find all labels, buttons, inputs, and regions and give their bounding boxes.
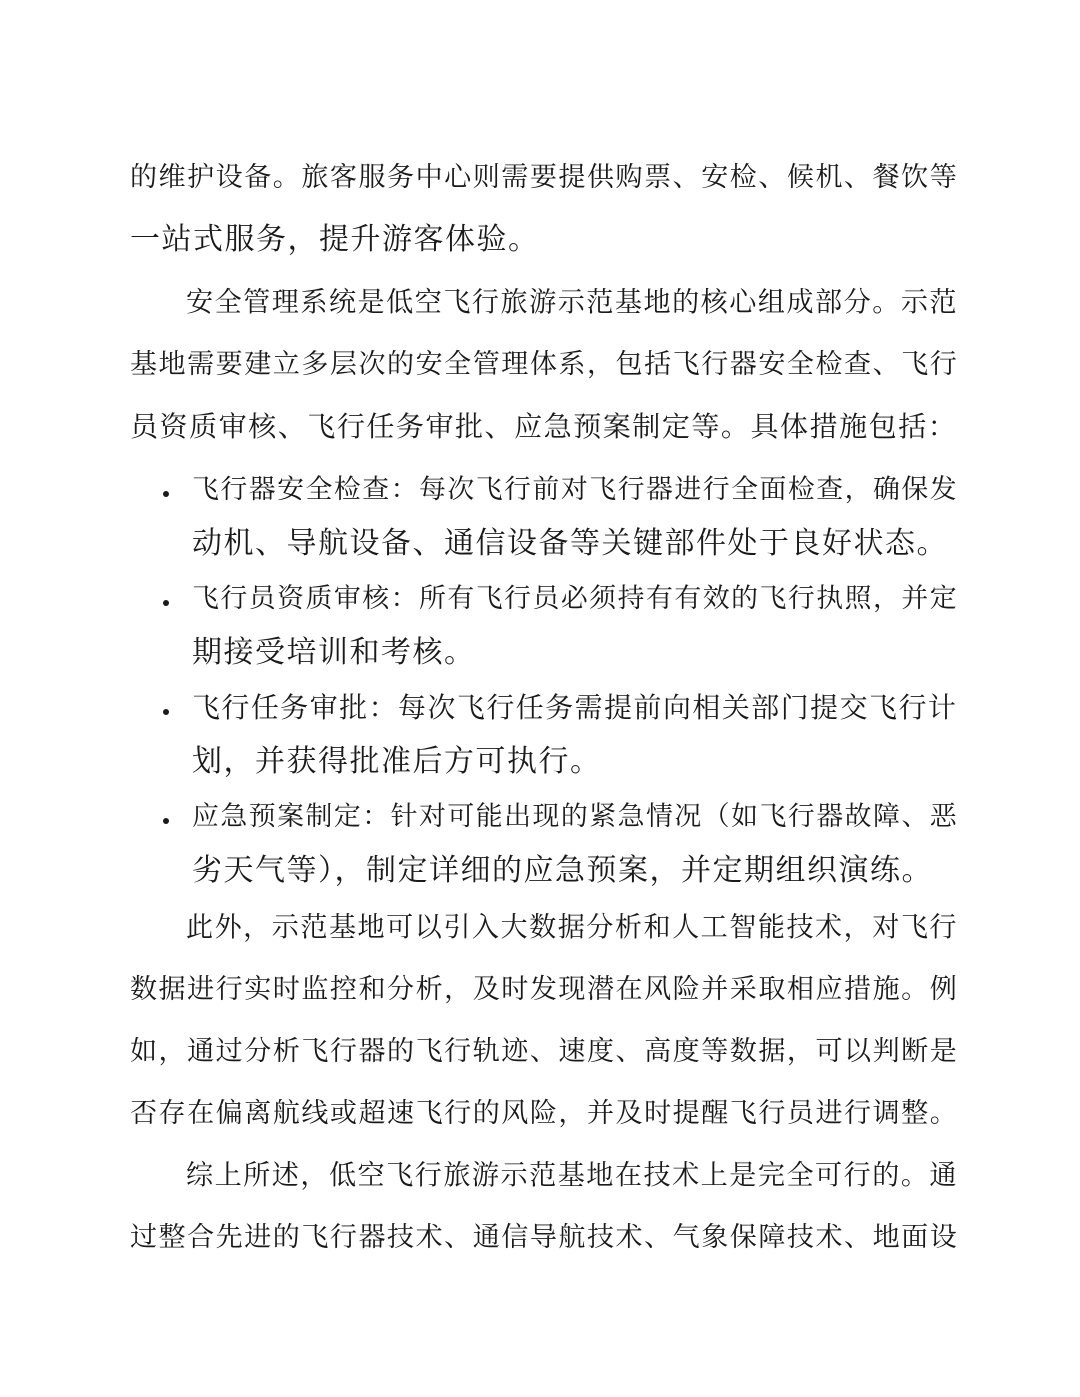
bullet-dot-4 bbox=[163, 818, 169, 824]
p2-line-3: 员资质审核、飞行任务审批、应急预案制定等。具体措施包括： bbox=[130, 410, 958, 443]
bullet-1-line-1: 飞行器安全检查：每次飞行前对飞行器进行全面检查，确保发 bbox=[192, 474, 959, 505]
p1-line-2: 一站式服务，提升游客体验。 bbox=[130, 222, 540, 257]
p3-line-4: 否存在偏离航线或超速飞行的风险，并及时提醒飞行员进行调整。 bbox=[130, 1098, 959, 1129]
p3-line-1: 此外，示范基地可以引入大数据分析和人工智能技术，对飞行 bbox=[186, 912, 959, 943]
p2-line-2: 基地需要建立多层次的安全管理体系，包括飞行器安全检查、飞行 bbox=[130, 349, 959, 380]
bullet-3-line-2: 划，并获得批准后方可执行。 bbox=[192, 744, 602, 779]
p2-line-1: 安全管理系统是低空飞行旅游示范基地的核心组成部分。示范 bbox=[186, 287, 959, 318]
p3-line-2: 数据进行实时监控和分析，及时发现潜在风险并采取相应措施。例 bbox=[130, 974, 959, 1005]
bullet-4-line-1: 应急预案制定：针对可能出现的紧急情况（如飞行器故障、恶 bbox=[192, 801, 959, 832]
p1-line-1: 的维护设备。旅客服务中心则需要提供购票、安检、候机、餐饮等 bbox=[130, 162, 959, 193]
bullet-4-line-2: 劣天气等），制定详细的应急预案，并定期组织演练。 bbox=[192, 853, 933, 888]
bullet-2-line-2: 期接受培训和考核。 bbox=[192, 635, 476, 670]
p4-line-1: 综上所述，低空飞行旅游示范基地在技术上是完全可行的。通 bbox=[186, 1160, 959, 1191]
bullet-dot-2 bbox=[163, 600, 169, 606]
p3-line-3: 如，通过分析飞行器的飞行轨迹、速度、高度等数据，可以判断是 bbox=[130, 1036, 959, 1067]
bullet-dot-1 bbox=[163, 491, 169, 497]
bullet-3-line-1: 飞行任务审批：每次飞行任务需提前向相关部门提交飞行计 bbox=[192, 691, 958, 724]
bullet-dot-3 bbox=[163, 709, 169, 715]
bullet-2-line-1: 飞行员资质审核：所有飞行员必须持有有效的飞行执照，并定 bbox=[192, 583, 959, 614]
bullet-1-line-2: 动机、导航设备、通信设备等关键部件处于良好状态。 bbox=[192, 526, 948, 561]
p4-line-2: 过整合先进的飞行器技术、通信导航技术、气象保障技术、地面设 bbox=[130, 1222, 959, 1253]
